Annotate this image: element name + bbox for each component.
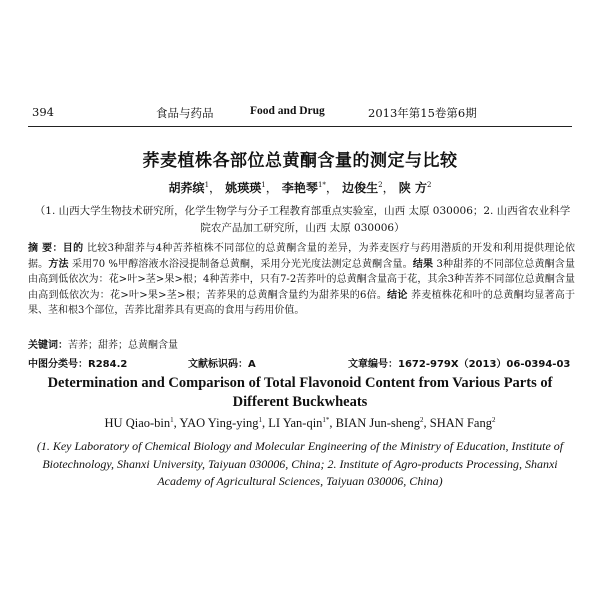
keywords-text: 苦荞；甜荞；总黄酮含量 (68, 340, 178, 351)
abstract-label: 摘 要： (28, 243, 63, 254)
author-en: HU Qiao-bin (104, 416, 171, 431)
author-en-sup: 2 (491, 416, 496, 424)
author-cn: 姚瑛瑛 (225, 181, 262, 195)
author-en-sup: 1* (322, 416, 330, 424)
conclusion-text: 荞麦植株花和叶的总黄酮均显著高于果、茎和根3个部位，苦荞比甜荞具有更高的食用与药用价值。 (28, 289, 575, 317)
journal-name-cn: 食品与药品 (156, 106, 214, 120)
author-en-sup: 2 (420, 416, 424, 424)
author-en: SHAN Fang (429, 416, 492, 431)
author-cn-sup: 2 (378, 181, 383, 189)
clc-number: 中图分类号：R284.2 (28, 359, 128, 370)
document-code: 文献标识码：A (188, 359, 256, 370)
abstract-cn (28, 241, 575, 319)
author-en: BIAN Jun-sheng (335, 416, 421, 431)
article-number: 文章编号：1672-979X（2013）06-0394-03 (348, 359, 571, 370)
authors-cn: 胡荞缤$^1$， 姚瑛瑛$^1$， 李艳琴$^{1*}$， 边俊生$^2$， 陕 方$^2$ (168, 181, 432, 195)
affiliation-en: (1. Key Laboratory of Chemical Biology and Molecular Engineering of the Ministry of Education, Institute of Biotechnology, Shanxi University, Taiyuan 030006, China; 2. Institute of Agro-products Processing, Shanxi Academy of Agricultural Sciences, Taiyuan 030006, China) (36, 439, 564, 488)
title-en: Determination and Comparison of Total Flavonoid Content from Various Parts of Different Buckwheats (47, 375, 553, 410)
author-en: YAO Ying-ying (179, 416, 259, 431)
journal-issue: 2013年第15卷第6期 (368, 106, 477, 120)
journal-name-en: Food and Drug (250, 105, 325, 117)
author-cn-sup: 2 (426, 181, 432, 189)
author-en-sup: 1 (258, 416, 262, 424)
method-label: 方法 (48, 258, 69, 270)
page-number: 394 (32, 105, 54, 119)
result-label: 结果 (412, 258, 434, 270)
affiliation-cn: （1. 山西大学生物技术研究所，化学生物学与分子工程教育部重点实验室，山西 太原 030006；2. 山西省农业科学院农产品加工研究所，山西 太原 030006） (34, 205, 571, 234)
classification-line (28, 355, 575, 369)
author-cn: 李艳琴 (281, 181, 318, 195)
conclusion-label: 结论 (387, 289, 408, 301)
result-text: 3种甜荞的不同部位总黄酮含量由高到低依次为：花>叶>茎>果>根；4种苦荞中，只有7-2苦荞叶的总黄酮含量高于花，其余3种苦荞不同部位总黄酮含量由高到低依次为：花>叶>果>茎>根；苦荞果的总黄酮含量约为甜荞果的6倍。 (28, 258, 575, 301)
authors-en: HU Qiao-bin$^1$, YAO Ying-ying$^1$, LI Yan-qin$^{1*}$, BIAN Jun-sheng$^2$, SHAN Fang$^2$ (104, 416, 496, 431)
title-cn: 荞麦植株各部位总黄酮含量的测定与比较 (142, 151, 458, 171)
author-cn: 陕 方 (398, 181, 427, 195)
author-en-sup: 1 (170, 416, 174, 424)
header-rule (28, 126, 572, 127)
keywords-cn (28, 336, 575, 351)
author-cn: 胡荞缤 (168, 181, 205, 195)
author-cn-sup: 1 (261, 181, 266, 189)
objective-text: 比较3种甜荞与4种苦荞植株不同部位的总黄酮含量的差异，为荞麦医疗与药用潜质的开发和利用提供理论依据。 (28, 243, 576, 270)
method-text: 采用70 %甲醇溶液水浴浸提制备总黄酮，采用分光光度法测定总黄酮含量。 (72, 258, 413, 270)
objective-label: 目的 (62, 243, 84, 254)
author-cn-sup: 1* (317, 181, 326, 189)
author-cn-sup: 1 (204, 181, 210, 189)
author-en: LI Yan-qin (268, 416, 323, 431)
keywords-label: 关键词： (28, 340, 68, 351)
author-cn: 边俊生 (342, 181, 379, 195)
